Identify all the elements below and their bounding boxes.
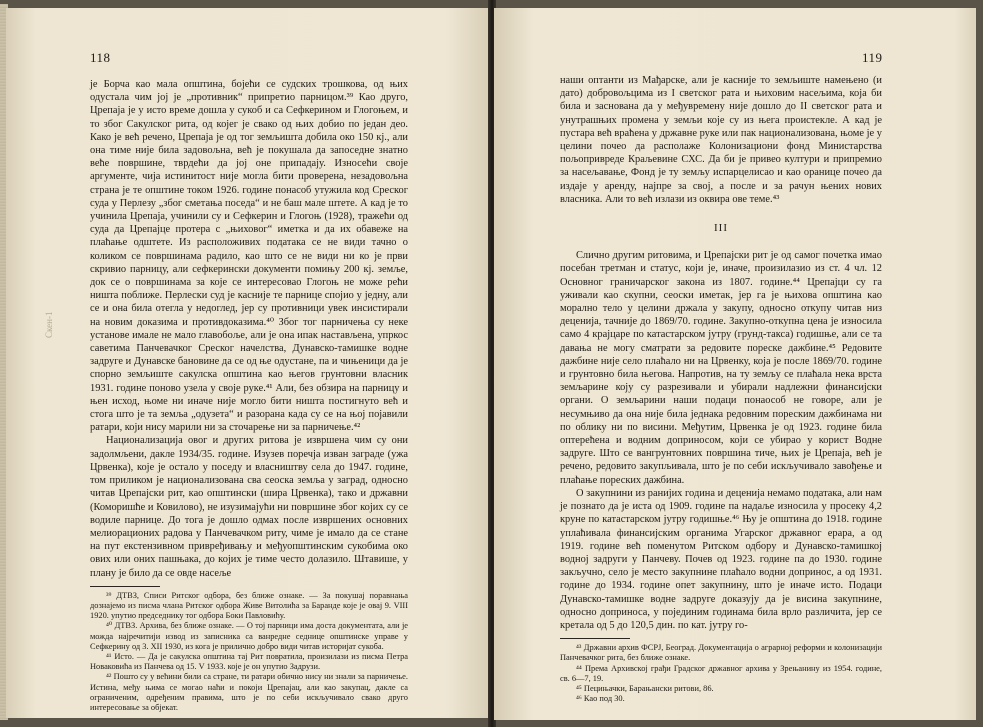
footnote-39: ³⁹ ДТВЗ, Списи Ритског одбора, без ближе ознаке. — За покушај поравнања дознајемо из писма члана Ритског одбора Живе Витолића за Баранде које је овај 9. VIII 1920. упутио председнику тог одбора Боки Павловићу. <box>90 590 408 621</box>
footnote-rule <box>90 586 160 587</box>
left-paragraph-1: је Борча као мала општина, бојећи се судских трошкова, од њих одустала чим јој је „противник“ припретио парницом.³⁹ Као друго, Црепаја је у исто време дошла у сукоб и са Сефкерином и Глогоњем, и то због Сакулског рита, од којег је свако од њих добио по један део. Како је већ речено, Црепаја је од тог земљишта добила око 150 кј., али она тиме није била задовољна, већ је покушала да запоседне знатно веће површине, тврдећи да јој оне припадају. Износећи своје аргументе, чија истинитост није могла бити проверена, незадовољна страна је те општине током 1926. године понасоб утужила код Среског суда у Перлезу „због сметања поседа“ и не баш мале штете. А кад је то учинила Црепаја, учинили су и Сефкерин и Глогоњ (1928), тражећи од суда да Црепајце протера с „њиховог“ иметка и да их обавеже на плаћање одштете. Из расположивих података се не види тачно о коликом се површинама радило, као што се не види ни ко је први скривио парницу, али сефкерински документи помињу 200 кј. земље, док се о површинама за које се интересовао Глогоњ не може рећи ништа поближе. Перлески суд је касније те парнице спојио у једну, али се и она била отегла у недоглед, јер су противници увек инсистирали на новим доказима и противдоказима.⁴⁰ Због тог парничења су неке установе имале не мало главобоље, али је она ипак настављена, упркос саветима Панчевачког Среског начелства, Дунавско-тамишке водне задруге и Дунавске бановине да се од ње одустане, па и чињеници да је спорно земљиште сакулска општина као његов грунтовни власник 1931. године поново узела у своје руке.⁴¹ Али, без обзира на парницу и њен исход, њоме ни иначе није могло бити ништа постигнуто већ и стога што је та земља „одузета“ и разорана када су се на њој појавили ратари, који нису марили ни за сточарење ни за парничење.⁴² <box>90 79 408 434</box>
footnote-43: ⁴³ Државни архив ФСРЈ, Београд. Документација о аграрној реформи и колонизацији Панчевачког рита, без ближе ознаке. <box>560 643 882 663</box>
right-page <box>494 8 976 720</box>
footnote-45: ⁴⁵ Пецињачки, Барањански ритови, 86. <box>576 683 714 693</box>
right-page-body <box>560 74 882 704</box>
margin-stamp: Скен-1 <box>44 311 54 338</box>
left-page-number: 118 <box>90 50 111 65</box>
left-page <box>6 8 490 718</box>
left-paragraph-2: Национализација овог и других ритова је извршена чим су они задолмљени, дакле 1934/35. године. Изузев поречја изван заграде (ужа Црвенка), које је остало у поседу и власништву села до 1947. године, том приликом је национализована сва сеоска земља у заград, односно читав Црепајски рит, као општински (шира Црвенка), тако и државни (Коморишће и Ковилово), не изузимајући ни површине због којих су се водиле парнице. До тога је дошло одмах после извршених основних мелиорационих радова у Панчевачком риту, чиме је имало да се стане на пут екстензивном привређивању и међуопштинским сукобима око ових или оних пашњака, до којих је тиме често долазило. Штавише, у плану је било да се овде насеље <box>90 435 408 579</box>
footnote-46: ⁴⁶ Као под 30. <box>576 694 625 704</box>
footnote-rule <box>560 638 630 639</box>
right-paragraph-1: Слично другим ритовима, и Црепајски рит је од самог почетка имао посебан третман и статус, који је, иначе, произилазио из ст. 4 чл. 12 Основног граничарског закона из 1807. године.⁴⁴ Црепајци су га уживали као скупни, сеоски иметак, јер га је њихова општина као морално тело у целини држала у закупу, односно откупу читав низ деценија, тачније до 1869/70. године. Закупно-откупна цена је износила само 4 крајцаре по катастарском јутру (грунд-такса) годишње, али се та давања не могу сматрати за редовите пореске дажбине.⁴⁵ Редовите дажбине није село плаћало ни на Црвенку, која је после 1869/70. године и грунтовно била његова. Напротив, на ту земљу се плаћала нека врста земљарине коју су разрезивали и убирали надлежни финансијски органи. О земљарини наши подаци понаособ не говоре, али је несумњиво да она није била једнака редовним пореским дажбинама ни по облику ни по висини. Међутим, Црвенка је од 1923. године била оптерећена и водним доприносом, који се убирао у корист Водне задруге. Што се вангрунтовних површина тиче, њих је Црепаја, већ је речено, редовито закупљивала, што је по себи искључивало завођење и плаћање пореских дажбина. <box>560 250 882 486</box>
right-page-number: 119 <box>862 50 883 65</box>
footnote-44: ⁴⁴ Према Архивској грађи Градског државног архива у Зрењанину из 1954. године, св. 6—7, 19. <box>560 663 882 683</box>
footnote-41: ⁴¹ Исто. — Да је сакулска општина тај Рит повратила, произилази из писма Петра Новаковића из Панчева од 15. V 1933. које је он упутио Задрузи. <box>90 651 408 672</box>
right-paragraph-top: наши оптанти из Мађарске, али је касније то земљиште намењено (и дато) добровољцима из I светског рата и њиховим насељима, која би била и заснована да у међувремену није дошло до II светског рата и унутрашњих промена у земљи које су из њега проистекле. А кад је пустара већ враћена у државне руке или пак национализована, њоме је у целини почео да располаже Колонизациони фонд Министарства пољопривреде Краљевине СХС. Да би је привео култури и припремио за насељавање, Фонд је ту земљу испарцелисао и као оранице почео да издаје у аренду, најпре за свој, а после и за рачун њених нових власника. Али то већ излази из оквира ове теме.⁴³ <box>560 75 882 205</box>
footnote-42: ⁴² Пошто су у већини били са стране, ти ратари обично нису ни знали за парничење. Истина, међу њима се могао наћи и покоји Црепајац, али као закупац, дакле са ограниченим, одређеним правима, што је по себи искључивало свако друго интересовање за објекат. <box>90 672 408 712</box>
footnote-40: ⁴⁰ ДТВЗ. Архива, без ближе ознаке. — О тој парници има доста документата, али је можда најречитији извод из записника са ванредне седнице општинске управе у Сефкерину од 3. XII 1930, из кога је прилично добро види читав историјат сукоба. <box>90 621 408 651</box>
right-paragraph-2: О закупнини из ранијих година и деценија немамо података, али нам је познато да је иста од 1909. године па надаље износила у просеку 4,2 круне по катастарском јутру годишње.⁴⁶ Њу је општина до 1918. године уплаћивала финансијским органима Угарског државног ерара, а од 1919. године већ поменутом Ритском одбору и Дунавско-тамишкој водној задруги у Панчеву. Почев од 1923. године па до 1930. године закључно, село је место закупнине плаћало водни допринос, а од 1931. године до 1934. године опет закупнину, што је иначе исто. Подаци Дунавско-тамишке водне задруге доказују да је висина закупнине, односно доприноса, у појединим годинама била врло различита, јер се кретала од 5 до 120,5 дин. по кат. јутру го- <box>560 487 882 631</box>
section-heading: III <box>714 222 728 235</box>
left-page-body <box>90 78 408 713</box>
